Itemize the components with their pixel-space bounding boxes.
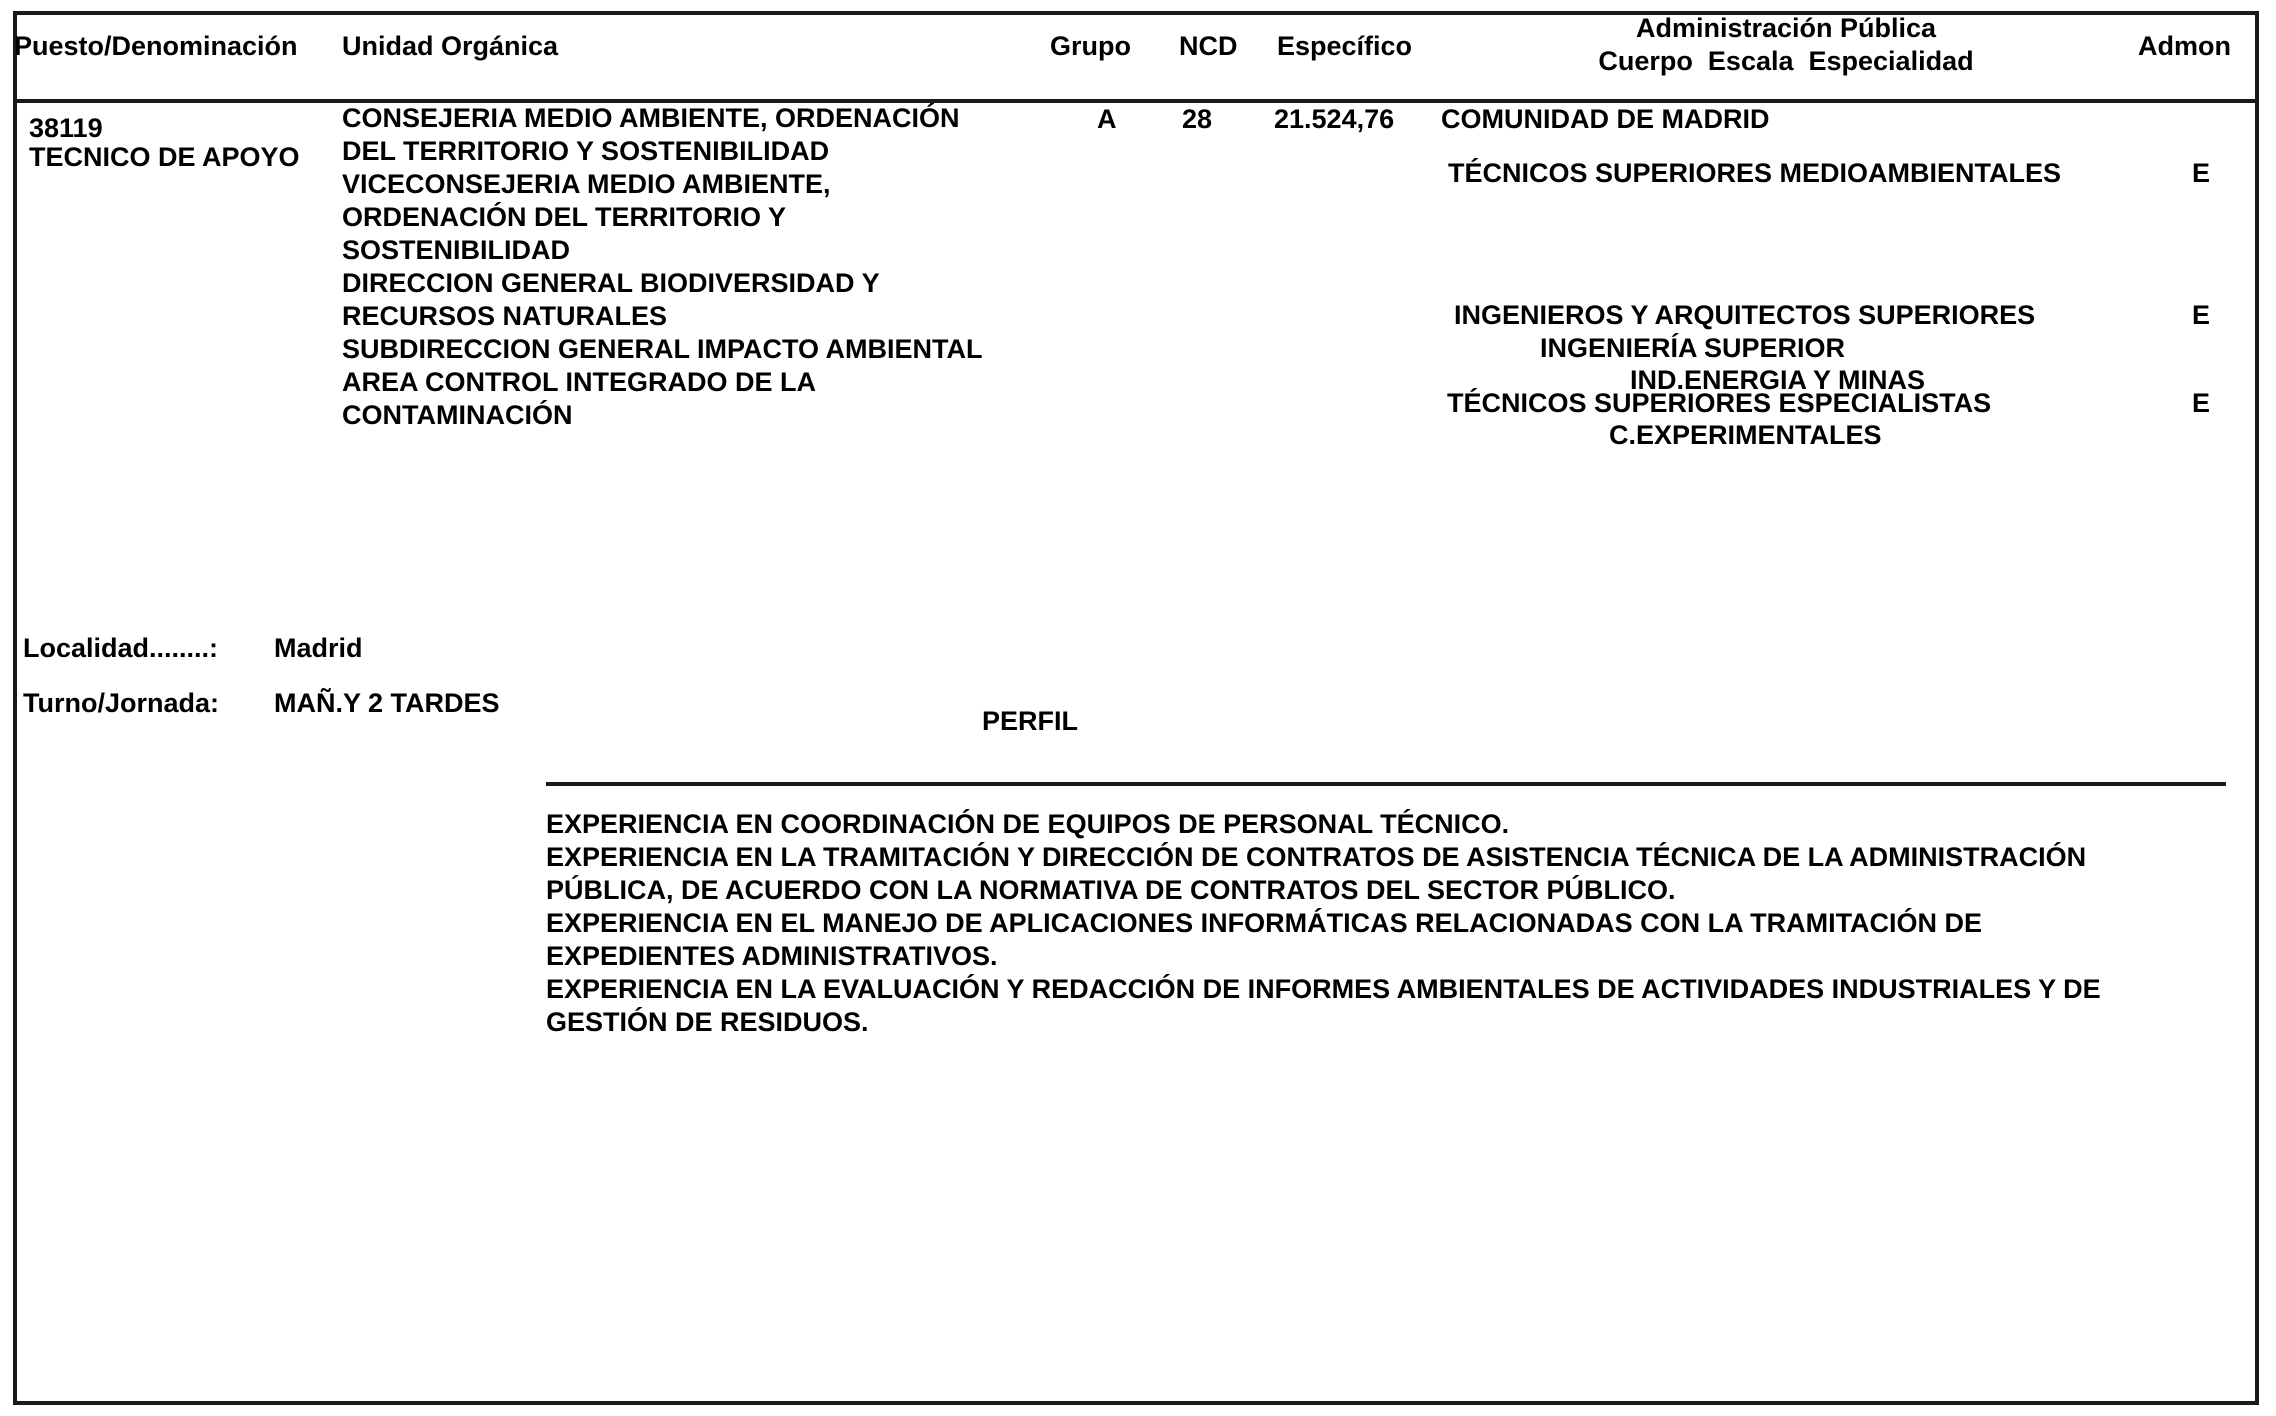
record-administracion: COMUNIDAD DE MADRID [1441,104,1770,134]
unidad-line: DEL TERRITORIO Y SOSTENIBILIDAD [342,136,830,166]
header-puesto: Puesto/Denominación [14,31,298,61]
cuerpo-2: INGENIEROS Y ARQUITECTOS SUPERIORES [1454,300,2036,330]
unidad-line: VICECONSEJERIA MEDIO AMBIENTE, [342,169,831,199]
unidad-line: CONTAMINACIÓN [342,400,573,430]
turno-value: MAÑ.Y 2 TARDES [274,688,500,718]
header-especifico: Específico [1277,31,1413,61]
unidad-line: AREA CONTROL INTEGRADO DE LA [342,367,817,397]
record-codigo: 38119 [29,113,103,143]
header-unidad: Unidad Orgánica [342,31,559,61]
unidad-line: SOSTENIBILIDAD [342,235,571,265]
unidad-line: ORDENACIÓN DEL TERRITORIO Y [342,202,787,232]
admon-1: E [2192,158,2211,188]
turno-label: Turno/Jornada: [23,688,220,718]
perfil-line: PÚBLICA, DE ACUERDO CON LA NORMATIVA DE CONTRATOS DEL SECTOR PÚBLICO. [546,875,1676,905]
perfil-text [546,808,2101,1039]
record-ncd: 28 [1182,104,1213,134]
header-administracion-line1: Administración Pública [1635,13,1937,43]
unidad-line: CONSEJERIA MEDIO AMBIENTE, ORDENACIÓN [342,103,960,133]
record-unidad-organica [342,102,983,432]
cuerpo-1: TÉCNICOS SUPERIORES MEDIOAMBIENTALES [1448,158,2062,188]
unidad-line: DIRECCION GENERAL BIODIVERSIDAD Y [342,268,880,298]
admon-2: E [2192,300,2211,330]
perfil-line: EXPEDIENTES ADMINISTRATIVOS. [546,941,998,971]
cuerpo-3: TÉCNICOS SUPERIORES ESPECIALISTAS [1447,388,1992,418]
perfil-line: EXPERIENCIA EN LA EVALUACIÓN Y REDACCIÓN DE INFORMES AMBIENTALES DE ACTIVIDADES INDUSTRIALES Y DE [546,974,2101,1004]
perfil-divider [546,782,2226,786]
perfil-line: EXPERIENCIA EN EL MANEJO DE APLICACIONES INFORMÁTICAS RELACIONADAS CON LA TRAMITACIÓN DE [546,908,1983,938]
localidad-label: Localidad........: [23,633,219,663]
localidad-value: Madrid [274,633,363,663]
escala-3: C.EXPERIMENTALES [1609,420,1882,450]
header-admon: Admon [2138,31,2231,61]
header-ncd: NCD [1179,31,1238,61]
perfil-title: PERFIL [982,706,1079,736]
header-administracion-line2: Cuerpo Escala Especialidad [1598,46,1974,76]
record-denominacion: TECNICO DE APOYO [29,142,300,172]
perfil-line: GESTIÓN DE RESIDUOS. [546,1007,869,1037]
unidad-line: RECURSOS NATURALES [342,301,668,331]
perfil-line: EXPERIENCIA EN LA TRAMITACIÓN Y DIRECCIÓN DE CONTRATOS DE ASISTENCIA TÉCNICA DE LA ADMINISTRACIÓN [546,842,2087,872]
header-grupo: Grupo [1050,31,1131,61]
escala-2: INGENIERÍA SUPERIOR [1540,333,1846,363]
unidad-line: SUBDIRECCION GENERAL IMPACTO AMBIENTAL [342,334,983,364]
perfil-line: EXPERIENCIA EN COORDINACIÓN DE EQUIPOS DE PERSONAL TÉCNICO. [546,809,1510,839]
especialidad-2: IND.ENERGIA Y MINAS [1630,365,1926,395]
record-especifico: 21.524,76 [1274,104,1395,134]
admon-3: E [2192,388,2211,418]
record-grupo: A [1097,104,1117,134]
